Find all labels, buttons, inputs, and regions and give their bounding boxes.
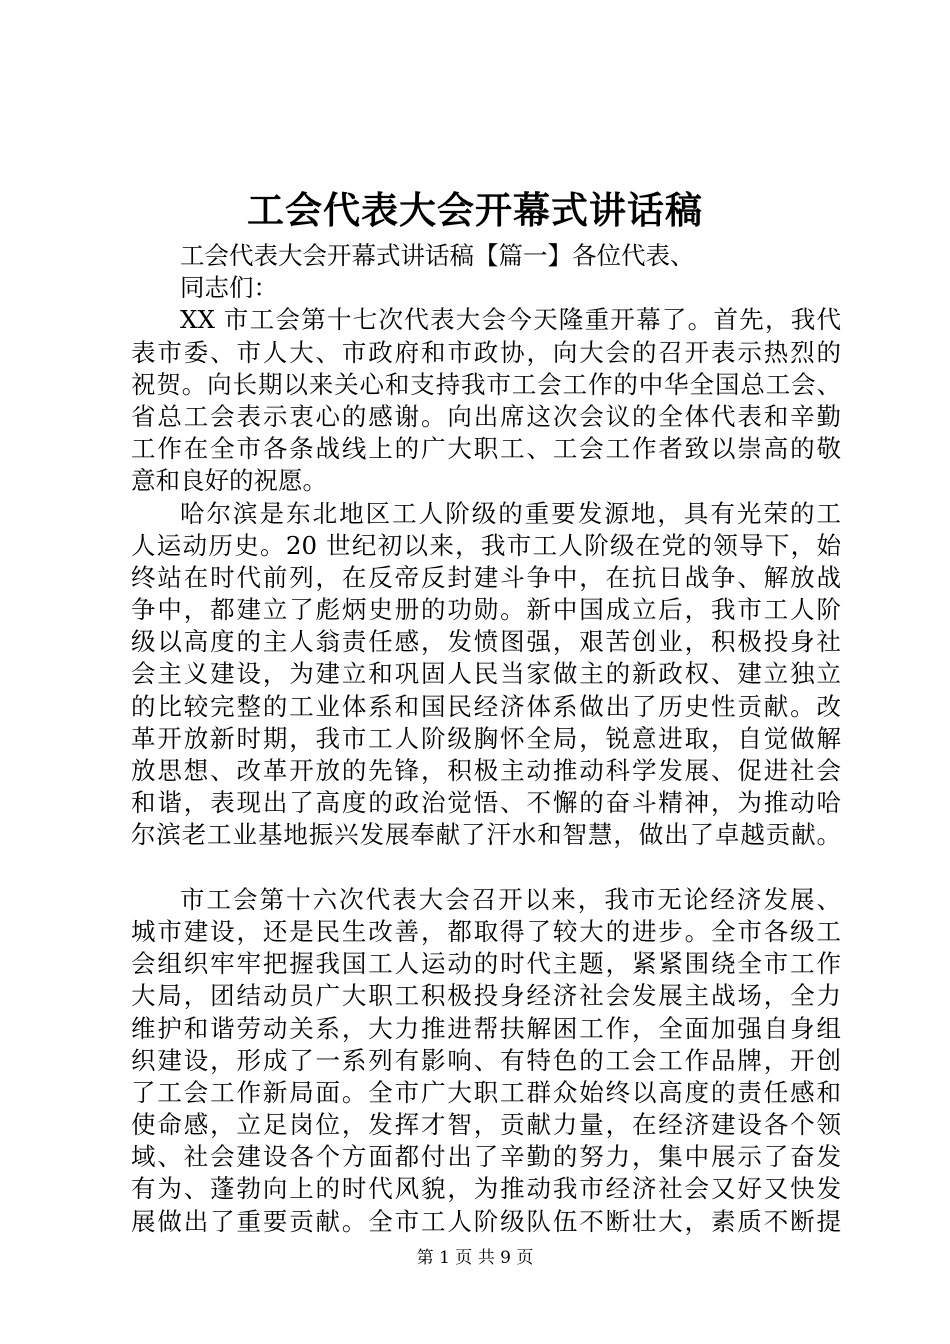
- text-line: 革开放新时期，我市工人阶级胸怀全局，锐意进取，自觉做解: [131, 723, 841, 753]
- text-line: 工作在全市各条战线上的广大职工、工会工作者致以崇高的敬: [131, 434, 841, 464]
- text-line: 和谐，表现出了高度的政治觉悟、不懈的奋斗精神，为推动哈: [131, 788, 841, 818]
- text-line: 市工会第十六次代表大会召开以来，我市无论经济发展、: [180, 884, 841, 914]
- text-line: XX 市工会第十七次代表大会今天隆重开幕了。首先，我代: [180, 305, 841, 335]
- text-line: 域、社会建设各个方面都付出了辛勤的努力，集中展示了奋发: [131, 1142, 841, 1172]
- text-line: 工会代表大会开幕式讲话稿【篇一】各位代表、: [180, 241, 695, 270]
- text-line: 织建设，形成了一系列有影响、有特色的工会工作品牌，开创: [131, 1045, 841, 1075]
- page-footer: 第 1 页 共 9 页: [416, 1248, 534, 1268]
- text-line: 使命感，立足岗位，发挥才智，贡献力量，在经济建设各个领: [131, 1110, 841, 1140]
- text-line: 哈尔滨是东北地区工人阶级的重要发源地，具有光荣的工: [180, 498, 841, 528]
- text-line: 争中，都建立了彪炳史册的功勋。新中国成立后，我市工人阶: [131, 595, 841, 625]
- text-line: 级以高度的主人翁责任感，发愤图强，艰苦创业，积极投身社: [131, 627, 841, 657]
- text-line: 放思想、改革开放的先锋，积极主动推动科学发展、促进社会: [131, 756, 841, 785]
- text-line: 城市建设，还是民生改善，都取得了较大的进步。全市各级工: [131, 916, 841, 946]
- text-line: 会主义建设，为建立和巩固人民当家做主的新政权、建立独立: [131, 659, 841, 689]
- text-line: 祝贺。向长期以来关心和支持我市工会工作的中华全国总工会、: [131, 369, 841, 399]
- text-line: 有为、蓬勃向上的时代风貌，为推动我市经济社会又好又快发: [131, 1174, 841, 1204]
- text-line: 省总工会表示衷心的感谢。向出席这次会议的全体代表和辛勤: [131, 401, 841, 431]
- text-line: 意和良好的祝愿。: [131, 466, 327, 496]
- text-line: 同志们：: [180, 273, 278, 303]
- document-body: [131, 240, 841, 1238]
- blank-line: [131, 852, 841, 884]
- text-line: 表市委、市人大、市政府和市政协，向大会的召开表示热烈的: [131, 337, 841, 367]
- text-line: 终站在时代前列，在反帝反封建斗争中，在抗日战争、解放战: [131, 562, 841, 592]
- text-line: 了工会工作新局面。全市广大职工群众始终以高度的责任感和: [131, 1077, 841, 1107]
- text-line: 大局，团结动员广大职工积极投身经济社会发展主战场，全力: [131, 981, 841, 1011]
- text-line: 维护和谐劳动关系，大力推进帮扶解困工作，全面加强自身组: [131, 1013, 841, 1043]
- page-title: 工会代表大会开幕式讲话稿: [247, 188, 703, 232]
- text-line: 人运动历史。20 世纪初以来，我市工人阶级在党的领导下，始: [131, 530, 841, 560]
- text-line: 尔滨老工业基地振兴发展奉献了汗水和智慧，做出了卓越贡献。: [131, 820, 841, 850]
- text-line: 会组织牢牢把握我国工人运动的时代主题，紧紧围绕全市工作: [131, 949, 841, 979]
- text-line: 的比较完整的工业体系和国民经济体系做出了历史性贡献。改: [131, 691, 841, 721]
- text-line: 展做出了重要贡献。全市工人阶级队伍不断壮大，素质不断提: [131, 1206, 841, 1236]
